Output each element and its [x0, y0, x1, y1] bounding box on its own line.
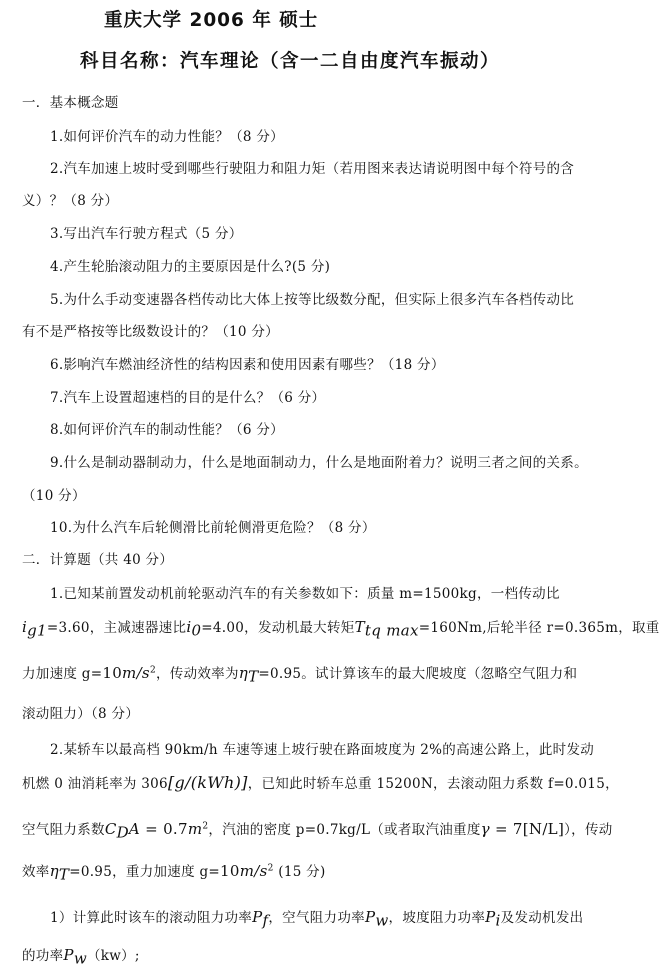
p1-l2-text-1: =3.60，主减速器速比 — [46, 620, 187, 636]
problem-2-sub-1-line-1 — [50, 906, 623, 930]
efficiency-symbol: η — [238, 664, 249, 682]
final-drive-subscript: 0 — [191, 621, 202, 640]
question-4: 4.产生轮胎滚动阻力的主要原因是什么?(5 分) — [50, 259, 331, 275]
p2-l2-text-1: 机燃 0 油消耗率为 306 — [22, 776, 168, 792]
section-1-heading: 一．基本概念题 — [22, 95, 119, 111]
question-9-line-2: （10 分） — [22, 488, 86, 504]
question-5-line-2: 有不是严格按等比级数设计的？（10 分） — [22, 324, 279, 340]
question-9-line-1: 9.什么是制动器制动力，什么是地面制动力，什么是地面附着力？说明三者之间的关系。 — [50, 455, 588, 471]
p2s1-text-1: 1）计算此时该车的滚动阻力功率 — [50, 910, 253, 926]
gravity-exponent-2: 2 — [267, 863, 274, 874]
cda-value: = 0.7 — [140, 820, 188, 838]
gamma-symbol: γ — [480, 820, 490, 838]
drag-coefficient-subscript: D — [116, 823, 129, 842]
rolling-power-symbol: P — [252, 908, 263, 926]
efficiency-symbol-2: η — [49, 862, 59, 880]
exam-title: 重庆大学 2006 年 硕士 — [104, 10, 319, 31]
cda-unit: m — [187, 820, 203, 838]
rolling-power-subscript: f — [262, 911, 269, 930]
problem-2-line-3 — [22, 818, 623, 842]
problem-2-line-2 — [22, 772, 623, 792]
gravity-unit-2: m/s — [239, 862, 268, 880]
subject-title: 科目名称：汽车理论（含一二自由度汽车振动） — [80, 51, 501, 72]
question-2-line-2: 义）？（8 分） — [22, 193, 119, 209]
question-5-line-1: 5.为什么手动变速器各档传动比大体上按等比级数分配，但实际上很多汽车各档传动比 — [50, 292, 575, 308]
p2s1-text-2: ，空气阻力功率 — [268, 910, 365, 926]
question-7: 7.汽车上设置超速档的目的是什么？（6 分） — [50, 390, 326, 406]
torque-subscript: tq max — [364, 621, 419, 640]
p2s1-text-3: ，坡度阻力功率 — [388, 910, 486, 926]
fuel-consumption-unit: [g/(kWh)] — [167, 773, 248, 792]
problem-1-line-4: 滚动阻力）（8 分） — [22, 706, 140, 722]
question-10: 10.为什么汽车后轮侧滑比前轮侧滑更危险？（8 分） — [50, 520, 376, 536]
problem-1-line-2 — [22, 616, 660, 640]
p2-l4-text-2: =0.95，重力加速度 g= — [69, 864, 221, 880]
question-3: 3.写出汽车行驶方程式（5 分） — [50, 226, 243, 242]
p2-l2-text-2: ，已知此时轿车总重 15200N，去滚动阻力系数 f=0.015， — [247, 776, 619, 792]
air-power-symbol: P — [364, 908, 376, 926]
gamma-value: = 7[N/L] — [489, 820, 565, 838]
p1-l3-text-3: =0.95。试计算该车的最大爬坡度（忽略空气阻力和 — [258, 666, 578, 682]
p2s1-l2-text-1: 的功率 — [22, 948, 64, 964]
question-6: 6.影响汽车燃油经济性的结构因素和使用因素有哪些？（18 分） — [50, 357, 445, 373]
problem-2-line-4 — [22, 860, 623, 884]
problem-2-line-1: 2.某轿车以最高档 90km/h 车速等速上坡行驶在路面坡度为 2%的高速公路上，此时发动 — [50, 742, 595, 758]
engine-power-subscript: w — [73, 949, 87, 968]
gravity-unit-m: m — [122, 664, 137, 682]
section-2-heading: 二．计算题（共 40 分） — [22, 552, 174, 568]
engine-power-symbol: P — [63, 946, 74, 964]
efficiency-subscript-2: T — [58, 865, 70, 884]
drag-coefficient-c: C — [104, 820, 117, 838]
torque-symbol: T — [354, 618, 365, 636]
gravity-value: 10 — [102, 664, 123, 682]
p1-l2-text-3: =160Nm,后轮半径 r=0.365m，取重 — [418, 620, 660, 636]
p1-l3-text-1: 力加速度 g= — [22, 666, 103, 682]
cda-exponent: 2 — [202, 821, 209, 832]
efficiency-subscript: T — [248, 667, 259, 686]
p1-l2-text-2: =4.00，发动机最大转矩 — [201, 620, 355, 636]
p2-l4-text-1: 效率 — [22, 864, 50, 880]
problem-1-line-1: 1.已知某前置发动机前轮驱动汽车的有关参数如下：质量 m=1500kg，一档传动比 — [50, 586, 560, 602]
p2-l3-text-1: 空气阻力系数 — [22, 822, 105, 838]
gravity-value-2: 10 — [220, 862, 240, 880]
problem-1-line-3 — [22, 662, 623, 686]
air-power-subscript: w — [375, 911, 389, 930]
p2-l4-text-3: (15 分) — [273, 864, 326, 880]
p1-l3-text-2: ，传动效率为 — [155, 666, 239, 682]
frontal-area-symbol: A — [128, 820, 141, 838]
p2-l3-text-2: ，汽油的密度 p=0.7kg/L（或者取汽油重度 — [208, 822, 481, 838]
gravity-unit-s: /s — [136, 664, 150, 682]
question-1: 1.如何评价汽车的动力性能？（8 分） — [50, 129, 284, 145]
grade-power-symbol: P — [485, 908, 496, 926]
gravity-exponent: 2 — [149, 665, 156, 676]
problem-2-sub-1-line-2 — [22, 944, 623, 968]
question-2-line-1: 2.汽车加速上坡时受到哪些行驶阻力和阻力矩（若用图来表达请说明图中每个符号的含 — [50, 161, 575, 177]
gear-ratio-subscript: g1 — [27, 621, 47, 640]
gear-ratio-symbol: i — [22, 618, 28, 636]
p2s1-l2-text-2: （kw）; — [86, 948, 140, 964]
grade-power-subscript: i — [495, 911, 501, 930]
p2s1-text-4: 及发动机发出 — [500, 910, 584, 926]
question-8: 8.如何评价汽车的制动性能？（6 分） — [50, 422, 284, 438]
final-drive-symbol: i — [186, 618, 192, 636]
p2-l3-text-3: ），传动 — [564, 822, 613, 838]
